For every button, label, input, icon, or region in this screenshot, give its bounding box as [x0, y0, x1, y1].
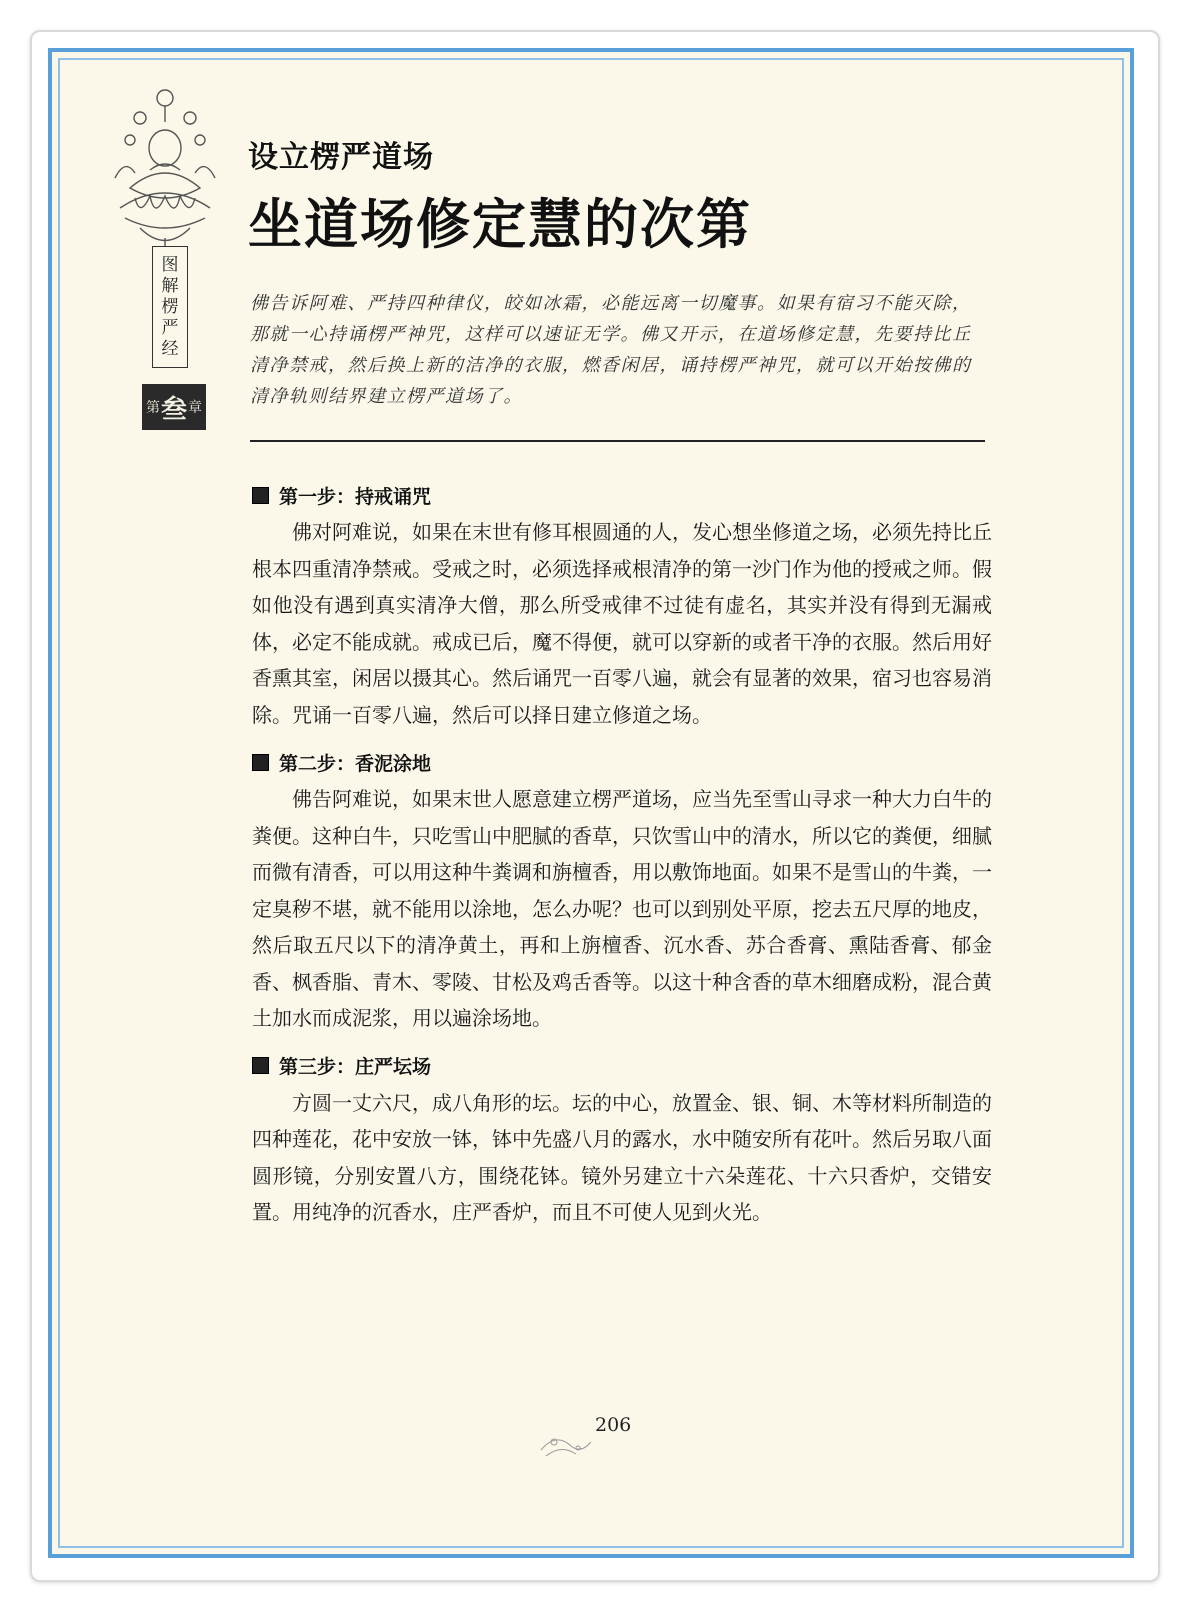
- section-step-3: [252, 1051, 992, 1231]
- section-body: 方圆一丈六尺，成八角形的坛。坛的中心，放置金、银、铜、木等材料所制造的四种莲花，花中安放一钵，钵中先盛八月的露水，水中随安所有花叶。然后另取八面圆形镜，分别安置八方，围绕花钵。镜外另建立十六朵莲花、十六只香炉，交错安置。用纯净的沉香水，庄严香炉，而且不可使人见到火光。: [252, 1090, 992, 1224]
- square-bullet-icon: [252, 487, 269, 504]
- chapter-suffix: 章: [188, 400, 202, 416]
- side-label-char: 楞: [161, 296, 179, 317]
- section-step-2: [252, 747, 992, 1037]
- side-label-char: 图: [161, 254, 179, 275]
- side-label-char: 严: [161, 317, 179, 338]
- section-heading-text: 第二步：香泥涂地: [279, 752, 432, 775]
- section-heading-text: 第一步：持戒诵咒: [279, 485, 432, 508]
- page-number-ornament-icon: [536, 1420, 596, 1464]
- page-number: 206: [595, 1414, 632, 1436]
- chapter-prefix: 第: [145, 400, 160, 416]
- page-title: 坐道场修定慧的次第: [248, 193, 752, 256]
- page-subtitle: 设立楞严道场: [248, 140, 434, 175]
- section-step-1: [252, 480, 992, 733]
- square-bullet-icon: [252, 1057, 269, 1074]
- section-heading: [252, 747, 992, 777]
- book-title-vertical: [152, 246, 188, 368]
- side-label-char: 经: [161, 338, 179, 359]
- section-heading: [252, 480, 992, 510]
- chapter-number: 叁: [160, 394, 187, 425]
- section-body: 佛对阿难说，如果在末世有修耳根圆通的人，发心想坐修道之场，必须先持比丘根本四重清净禁戒。受戒之时，必须选择戒根清净的第一沙门作为他的授戒之师。假如他没有遇到真实清净大僧，那么所受戒律不过徒有虚名，其实并没有得到无漏戒体，必定不能成就。戒成已后，魔不得便，就可以穿新的或者干净的衣服。然后用好香熏其室，闲居以摄其心。然后诵咒一百零八遍，就会有显著的效果，宿习也容易消除。咒诵一百零八遍，然后可以择日建立修道之场。: [252, 520, 992, 727]
- chapter-badge: [142, 384, 206, 430]
- divider: [250, 440, 985, 442]
- intro-paragraph: 佛告诉阿难、严持四种律仪，皎如冰霜，必能远离一切魔事。如果有宿习不能灭除，那就一心持诵楞严神咒，这样可以速证无学。佛又开示，在道场修定慧，先要持比丘清净禁戒，然后换上新的洁净的衣服，燃香闲居，诵持楞严神咒，就可以开始按佛的清净轨则结界建立楞严道场了。: [250, 293, 972, 407]
- section-heading: [252, 1051, 992, 1081]
- section-body: 佛告阿难说，如果末世人愿意建立楞严道场，应当先至雪山寻求一种大力白牛的粪便。这种白牛，只吃雪山中肥腻的香草，只饮雪山中的清水，所以它的粪便，细腻而微有清香，可以用这种牛粪调和旃檀香，用以敷饰地面。如果不是雪山的牛粪，一定臭秽不堪，就不能用以涂地，怎么办呢？也可以到别处平原，挖去五尺厚的地皮，然后取五尺以下的清净黄土，再和上旃檀香、沉水香、苏合香膏、熏陆香膏、郁金香、枫香脂、青木、零陵、甘松及鸡舌香等。以这十种含香的草木细磨成粉，混合黄土加水而成泥浆，用以遍涂场地。: [252, 787, 992, 1030]
- side-label-char: 解: [161, 275, 179, 296]
- main-content: [252, 480, 992, 1245]
- square-bullet-icon: [252, 754, 269, 771]
- section-heading-text: 第三步：庄严坛场: [279, 1056, 432, 1078]
